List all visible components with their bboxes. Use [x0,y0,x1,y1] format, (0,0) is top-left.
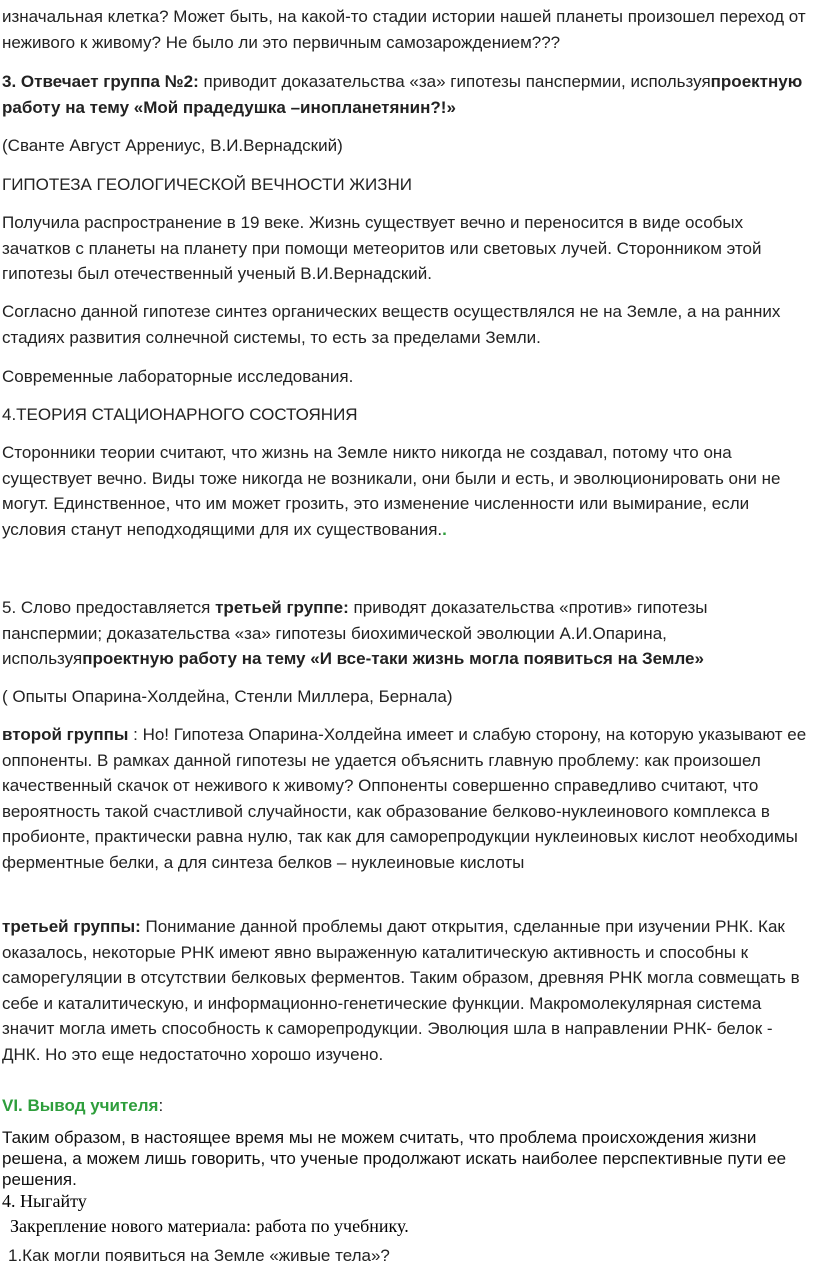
second-group-text: : Но! Гипотеза Опарина-Холдейна имеет и слабую сторону, на которую указывают ее оппоненты. В рамках данной гипотезы не удается объяснить главную проблему: как произошел качественный скачок от неживого к живому? Оппоненты совершенно справедливо считают, что вероятность такой счастливой случайности, как образование белково-нуклеинового комплекса в пробионте, практически равна нулю, так как для саморепродукции нуклеиновых кислот необходимы ферментные белки, а для синтеза белков – нуклеиновые кислоты [2,725,807,872]
group3-project-title: проектную работу на тему «И все-таки жизнь могла появиться на Земле» [82,649,704,668]
steady-state-heading-text: 4.ТЕОРИЯ СТАЦИОНАРНОГО СОСТОЯНИЯ [2,405,358,424]
paragraph-synthesis [2,299,812,350]
group2-project-title: проектную работу на тему «Мой прадедушка –инопланетянин?!» [2,72,803,117]
section-heading-geological [2,172,812,198]
group3-heading: третьей группе: [215,598,349,617]
paragraph-conclusion [2,1127,812,1190]
group3-intro: 5. Слово предоставляется [2,598,216,617]
question-1 [8,1245,390,1267]
section-heading-steady-state [2,402,812,428]
paragraph-group2 [2,69,812,120]
experiments-text: ( Опыты Опарина-Холдейна, Стенли Миллера, Бернала) [2,687,453,706]
paragraph-second-group [2,722,812,875]
conclusion-heading: VI. Вывод учителя [2,1096,159,1115]
paragraph-group3 [2,595,812,672]
paragraph-lab-research [2,364,812,390]
question-1-text: 1.Как могли появиться на Земле «живые тела»? [8,1246,390,1265]
geological-desc-text: Получила распространение в 19 веке. Жизнь существует вечно и переносится в виде особых зачатков с планеты на планету при помощи метеоритов или световых лучей. Сторонником этой гипотезы был отечественный ученый В.И.Вернадский. [2,213,762,283]
reinforcement-text: Закрепление нового материала: работа по учебнику. [10,1216,409,1236]
steady-state-text: Сторонники теории считают, что жизнь на Земле никто никогда не создавал, потому что она существует вечно. Виды тоже никогда не возникали, они были и есть, и эволюционировать они не могут. Единственное, что им может грозить, это изменение численности или вымирание, если условия станут неподходящими для их существования. [2,443,781,539]
authors-text: (Сванте Август Аррениус, В.И.Вернадский) [2,136,343,155]
item-nygaytu [2,1190,87,1212]
conclusion-colon: : [158,1096,164,1115]
intro-text: изначальная клетка? Может быть, на какой-то стадии истории нашей планеты произошел переход от неживого к живому? Не было ли это первичным самозарождением??? [2,7,806,52]
paragraph-third-group [2,914,812,1067]
item-reinforcement [10,1215,409,1237]
group2-text: приводит доказательства «за» гипотезы панспермии, используя [198,72,711,91]
paragraph-steady-state [2,440,812,542]
paragraph-intro [2,4,812,55]
group3-text: приводят доказательства «против» гипотезы панспермии; доказательства «за» гипотезы биохимической эволюции А.И.Опарина, используя [2,598,708,668]
conclusion-text: Таким образом, в настоящее время мы не можем считать, что проблема происхождения жизни решена, а можем лишь говорить, что ученые продолжают искать наиболее перспективные пути ее решения. [2,1128,787,1189]
geological-heading-text: ГИПОТЕЗА ГЕОЛОГИЧЕСКОЙ ВЕЧНОСТИ ЖИЗНИ [2,175,412,194]
second-group-label: второй группы [2,725,129,744]
nygaytu-text: 4. Ныгайту [2,1191,87,1211]
lab-research-text: Современные лабораторные исследования. [2,367,354,386]
section-heading-conclusion [2,1093,812,1119]
third-group-label: третьей группы: [2,917,141,936]
paragraph-geological-desc [2,210,812,287]
group2-heading: 3. Отвечает группа №2: [2,72,199,91]
third-group-text: Понимание данной проблемы дают открытия, сделанные при изучении РНК. Как оказалось, некоторые РНК имеют явно выраженную каталитическую активность и способны к саморегуляции в отсутствии белковых ферментов. Таким образом, древняя РНК могла совмещать в себе и каталитическую, и информационно-генетические функции. Макромолекулярная система значит могла иметь способность к саморепродукции. Эволюция шла в направлении РНК- белок - ДНК. Но это еще недостаточно хорошо изучено. [2,917,800,1064]
paragraph-experiments [2,684,812,710]
paragraph-authors [2,133,812,159]
steady-state-green-dot: . [442,519,447,539]
synthesis-text: Согласно данной гипотезе синтез органических веществ осуществлялся не на Земле, а на ранних стадиях развития солнечной системы, то есть за пределами Земли. [2,302,781,347]
